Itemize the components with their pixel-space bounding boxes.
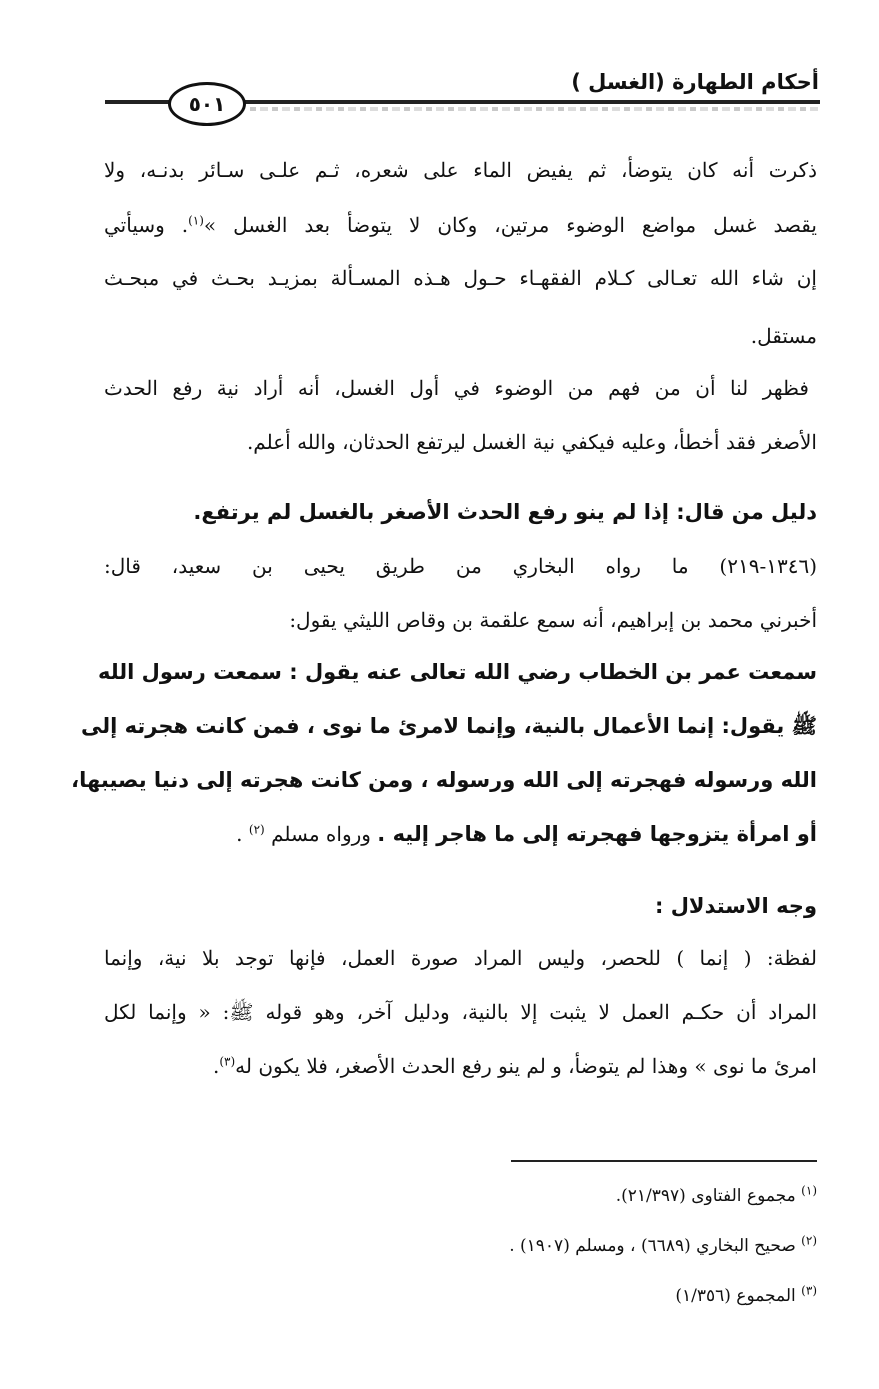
paragraph-line: المراد أن حكـم العمل لا يثبت إلا بالنية، ودليل آخر، وهو قوله ﷺ: « وإنما لكل	[104, 1000, 817, 1024]
footnote-number: (٣)	[801, 1283, 817, 1298]
footnote-marker[interactable]: (٢)	[248, 822, 265, 837]
paragraph-line: أخبرني محمد بن إبراهيم، أنه سمع علقمة بن وقاص الليثي يقول:	[289, 608, 817, 632]
hadith-line: ﷺ يقول: إنما الأعمال بالنية، وإنما لامرئ ما نوى ، فمن كانت هجرته إلى	[81, 714, 817, 738]
section-heading: وجه الاستدلال :	[655, 894, 817, 918]
paragraph-line: ذكرت أنه كان يتوضأ، ثم يفيض الماء على شعره، ثـم علـى سـائر بدنـه، ولا	[104, 158, 817, 182]
footnote-marker[interactable]: (٣)	[219, 1054, 236, 1069]
section-heading: دليل من قال: إذا لم ينو رفع الحدث الأصغر بالغسل لم يرتفع.	[193, 500, 817, 524]
line-text: يقصد غسل مواضع الوضوء مرتين، وكان لا يتوضأ بعد الغسل »	[203, 213, 817, 237]
paragraph-line: فظهر لنا أن من فهم من الوضوء في أول الغسل، أنه أراد نية رفع الحدث	[104, 376, 809, 400]
footnote-text: صحيح البخاري (٦٦٨٩) ، ومسلم (١٩٠٧) .	[509, 1236, 796, 1256]
paragraph-line: الأصغر فقد أخطأ، وعليه فيكفي نية الغسل ليرتفع الحدثان، والله أعلم.	[246, 430, 817, 454]
footnote-number: (٢)	[801, 1233, 817, 1248]
hadith-line: أو امرأة يتزوجها فهجرته إلى ما هاجر إليه . ورواه مسلم $^{(٢)}$ .	[236, 822, 817, 846]
header-rule-texture	[250, 107, 820, 111]
footnote	[615, 1183, 817, 1206]
paragraph-line: لفظة: ( إنما ) للحصر، وليس المراد صورة العمل، فإنها توجد بلا نية، وإنما	[104, 946, 817, 970]
page-number-badge: ٥٠١	[168, 82, 246, 126]
footnote	[509, 1233, 817, 1256]
hadith-line: الله ورسوله فهجرته إلى الله ورسوله ، ومن كانت هجرته إلى دنيا يصيبها،	[71, 768, 817, 792]
line-text: . وسيأتي	[104, 213, 189, 237]
paragraph-line: (١٣٤٦-٢١٩) ما رواه البخاري من طريق يحيى بن سعيد، قال:	[104, 554, 817, 578]
footnote-number: (١)	[801, 1183, 817, 1198]
footnote-marker[interactable]: (١)	[188, 213, 204, 228]
line-text: ورواه مسلم	[271, 822, 371, 846]
line-text: امرئ ما نوى » وهذا لم يتوضأ، و لم ينو رفع الحدث الأصغر، فلا يكون له	[235, 1054, 817, 1078]
paragraph-line: مستقل.	[750, 324, 817, 348]
paragraph-line	[104, 215, 817, 235]
paragraph-line: إن شاء الله تعـالى كـلام الفقهـاء حـول هـذه المسـألة بمزيـد بحـث في مبحـث	[104, 266, 817, 290]
footnote-text: المجموع (١/٣٥٦)	[675, 1286, 796, 1306]
footnote-separator	[511, 1160, 817, 1162]
hadith-text: أو امرأة يتزوجها فهجرته إلى ما هاجر إليه .	[377, 822, 817, 846]
running-header-title: أحكام الطهارة (الغسل )	[571, 70, 819, 94]
footnote	[675, 1283, 817, 1306]
paragraph-line: امرئ ما نوى » وهذا لم يتوضأ، و لم ينو رفع الحدث الأصغر، فلا يكون له$^{(٣)}$.	[212, 1054, 817, 1078]
hadith-line: سمعت عمر بن الخطاب رضي الله تعالى عنه يقول : سمعت رسول الله	[97, 660, 817, 684]
footnote-text: مجموع الفتاوى (٢١/٣٩٧).	[615, 1186, 796, 1206]
